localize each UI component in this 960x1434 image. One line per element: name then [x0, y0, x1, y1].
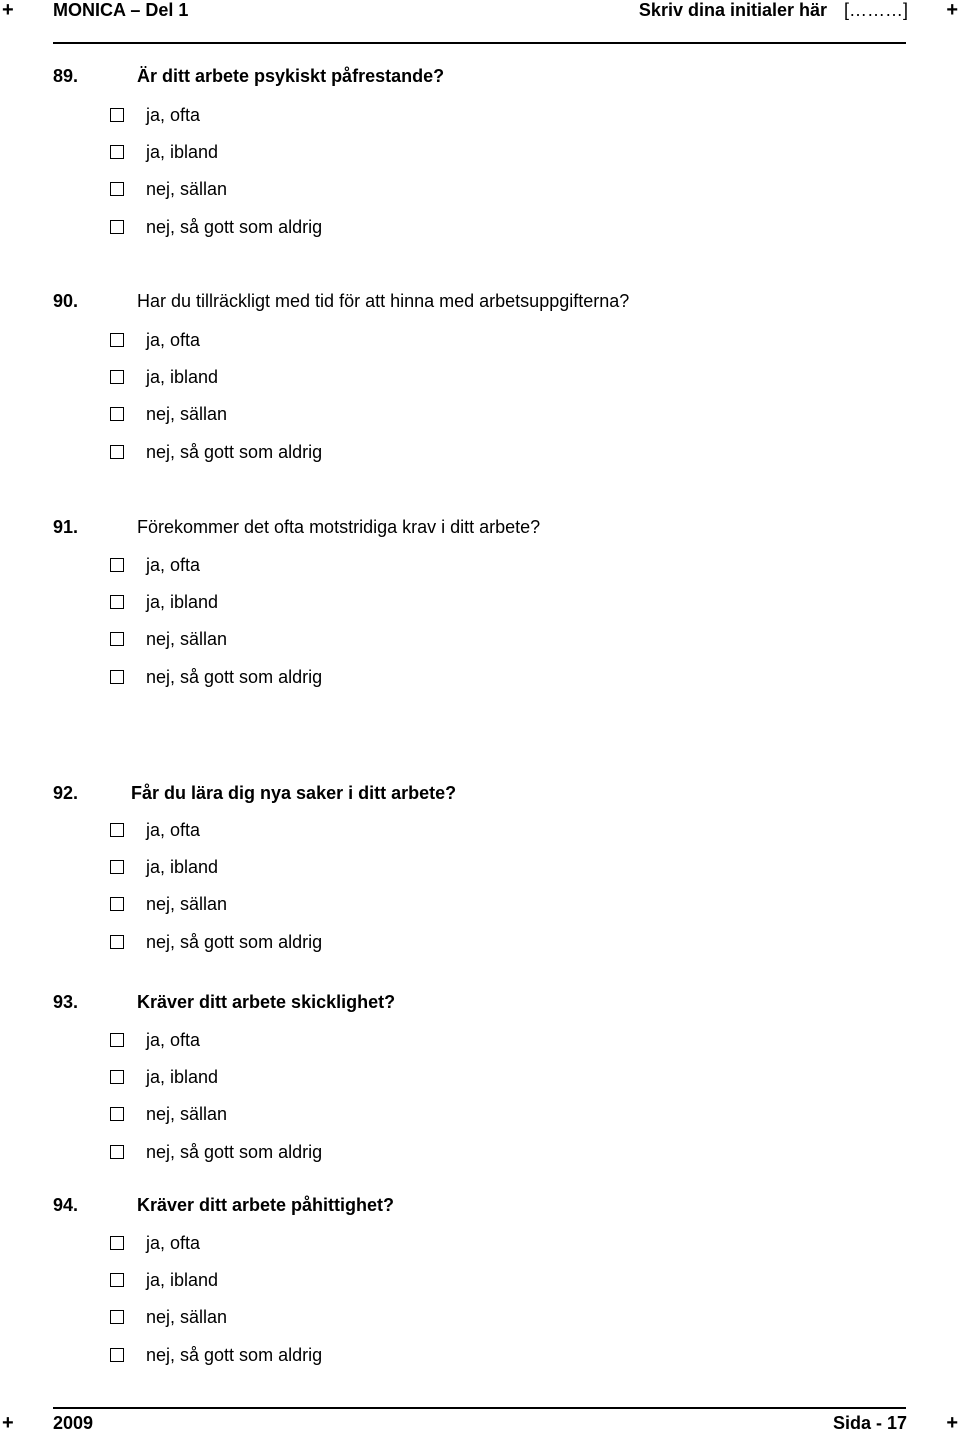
question-text: Kräver ditt arbete påhittighet? — [137, 1195, 395, 1215]
question-number: 89. — [53, 66, 79, 86]
q94-option-nej-sallan[interactable] — [110, 1306, 227, 1328]
checkbox[interactable] — [110, 1033, 124, 1047]
q91-option-nej-aldrig[interactable] — [110, 666, 322, 688]
option-label: nej, sällan — [146, 629, 228, 649]
option-label: nej, så gott som aldrig — [146, 1142, 323, 1162]
option-label: nej, så gott som aldrig — [146, 1345, 323, 1365]
q91-option-ja-ofta[interactable] — [110, 554, 200, 576]
q93-option-ja-ofta[interactable] — [110, 1029, 200, 1051]
option-label: nej, sällan — [146, 894, 228, 914]
checkbox[interactable] — [110, 445, 124, 459]
option-label: nej, så gott som aldrig — [146, 667, 323, 687]
question-number: 90. — [53, 291, 79, 311]
option-label: ja, ofta — [146, 330, 201, 350]
q90-option-nej-aldrig[interactable] — [110, 441, 322, 463]
checkbox[interactable] — [110, 558, 124, 572]
q92-option-ja-ibland[interactable] — [110, 856, 218, 878]
option-label: nej, så gott som aldrig — [146, 217, 323, 237]
checkbox[interactable] — [110, 1236, 124, 1250]
checkbox[interactable] — [110, 860, 124, 874]
checkbox[interactable] — [110, 897, 124, 911]
option-label: ja, ibland — [146, 367, 219, 387]
option-label: ja, ofta — [146, 555, 201, 575]
q92-option-nej-aldrig[interactable] — [110, 931, 322, 953]
q92-option-nej-sallan[interactable] — [110, 893, 227, 915]
option-label: ja, ofta — [146, 1233, 201, 1253]
header-rule — [53, 42, 906, 44]
initials-field[interactable]: [………] — [843, 0, 908, 20]
q93-option-nej-aldrig[interactable] — [110, 1141, 322, 1163]
footer-year: 2009 — [53, 1413, 94, 1433]
option-label: ja, ibland — [146, 142, 219, 162]
q89-option-ja-ofta[interactable] — [110, 104, 200, 126]
option-label: nej, sällan — [146, 179, 228, 199]
option-label: nej, sällan — [146, 1104, 228, 1124]
option-label: ja, ibland — [146, 592, 219, 612]
option-label: ja, ofta — [146, 105, 201, 125]
checkbox[interactable] — [110, 370, 124, 384]
checkbox[interactable] — [110, 333, 124, 347]
option-label: ja, ofta — [146, 1030, 201, 1050]
q91-option-nej-sallan[interactable] — [110, 628, 227, 650]
option-label: ja, ibland — [146, 1067, 219, 1087]
question-number: 92. — [53, 783, 79, 803]
page-number: Sida - 17 — [832, 1413, 907, 1433]
checkbox[interactable] — [110, 632, 124, 646]
footer-rule — [53, 1407, 906, 1409]
checkbox[interactable] — [110, 670, 124, 684]
option-label: ja, ibland — [146, 857, 219, 877]
checkbox[interactable] — [110, 182, 124, 196]
checkbox[interactable] — [110, 595, 124, 609]
question-number: 94. — [53, 1195, 79, 1215]
q90-option-nej-sallan[interactable] — [110, 403, 227, 425]
q89-option-ja-ibland[interactable] — [110, 141, 218, 163]
checkbox[interactable] — [110, 1145, 124, 1159]
question-number: 93. — [53, 992, 79, 1012]
registration-mark-top-left: + — [2, 0, 14, 21]
checkbox[interactable] — [110, 823, 124, 837]
q89-option-nej-aldrig[interactable] — [110, 216, 322, 238]
question-text: Kräver ditt arbete skicklighet? — [137, 992, 396, 1012]
checkbox[interactable] — [110, 407, 124, 421]
checkbox[interactable] — [110, 1310, 124, 1324]
option-label: nej, sällan — [146, 1307, 228, 1327]
checkbox[interactable] — [110, 935, 124, 949]
option-label: nej, så gott som aldrig — [146, 442, 323, 462]
registration-mark-bottom-right: + — [946, 1412, 958, 1434]
checkbox[interactable] — [110, 1070, 124, 1084]
document-title: MONICA – Del 1 — [53, 0, 189, 20]
question-number: 91. — [53, 517, 79, 537]
option-label: ja, ibland — [146, 1270, 219, 1290]
question-text: Förekommer det ofta motstridiga krav i ditt arbete? — [137, 517, 541, 537]
q94-option-nej-aldrig[interactable] — [110, 1344, 322, 1366]
checkbox[interactable] — [110, 1273, 124, 1287]
option-label: nej, så gott som aldrig — [146, 932, 323, 952]
q89-option-nej-sallan[interactable] — [110, 178, 227, 200]
q92-option-ja-ofta[interactable] — [110, 819, 200, 841]
q91-option-ja-ibland[interactable] — [110, 591, 218, 613]
q90-option-ja-ibland[interactable] — [110, 366, 218, 388]
registration-mark-top-right: + — [946, 0, 958, 21]
option-label: nej, sällan — [146, 404, 228, 424]
q93-option-ja-ibland[interactable] — [110, 1066, 218, 1088]
initials-prompt: Skriv dina initialer här — [638, 0, 827, 20]
checkbox[interactable] — [110, 145, 124, 159]
checkbox[interactable] — [110, 108, 124, 122]
question-text: Är ditt arbete psykiskt påfrestande? — [137, 66, 445, 86]
q93-option-nej-sallan[interactable] — [110, 1103, 227, 1125]
registration-mark-bottom-left: + — [2, 1412, 14, 1434]
checkbox[interactable] — [110, 1107, 124, 1121]
q94-option-ja-ofta[interactable] — [110, 1232, 200, 1254]
q94-option-ja-ibland[interactable] — [110, 1269, 218, 1291]
question-text: Har du tillräckligt med tid för att hinna med arbetsuppgifterna? — [137, 291, 630, 311]
q90-option-ja-ofta[interactable] — [110, 329, 200, 351]
checkbox[interactable] — [110, 220, 124, 234]
question-text: Får du lära dig nya saker i ditt arbete? — [131, 783, 457, 803]
checkbox[interactable] — [110, 1348, 124, 1362]
option-label: ja, ofta — [146, 820, 201, 840]
